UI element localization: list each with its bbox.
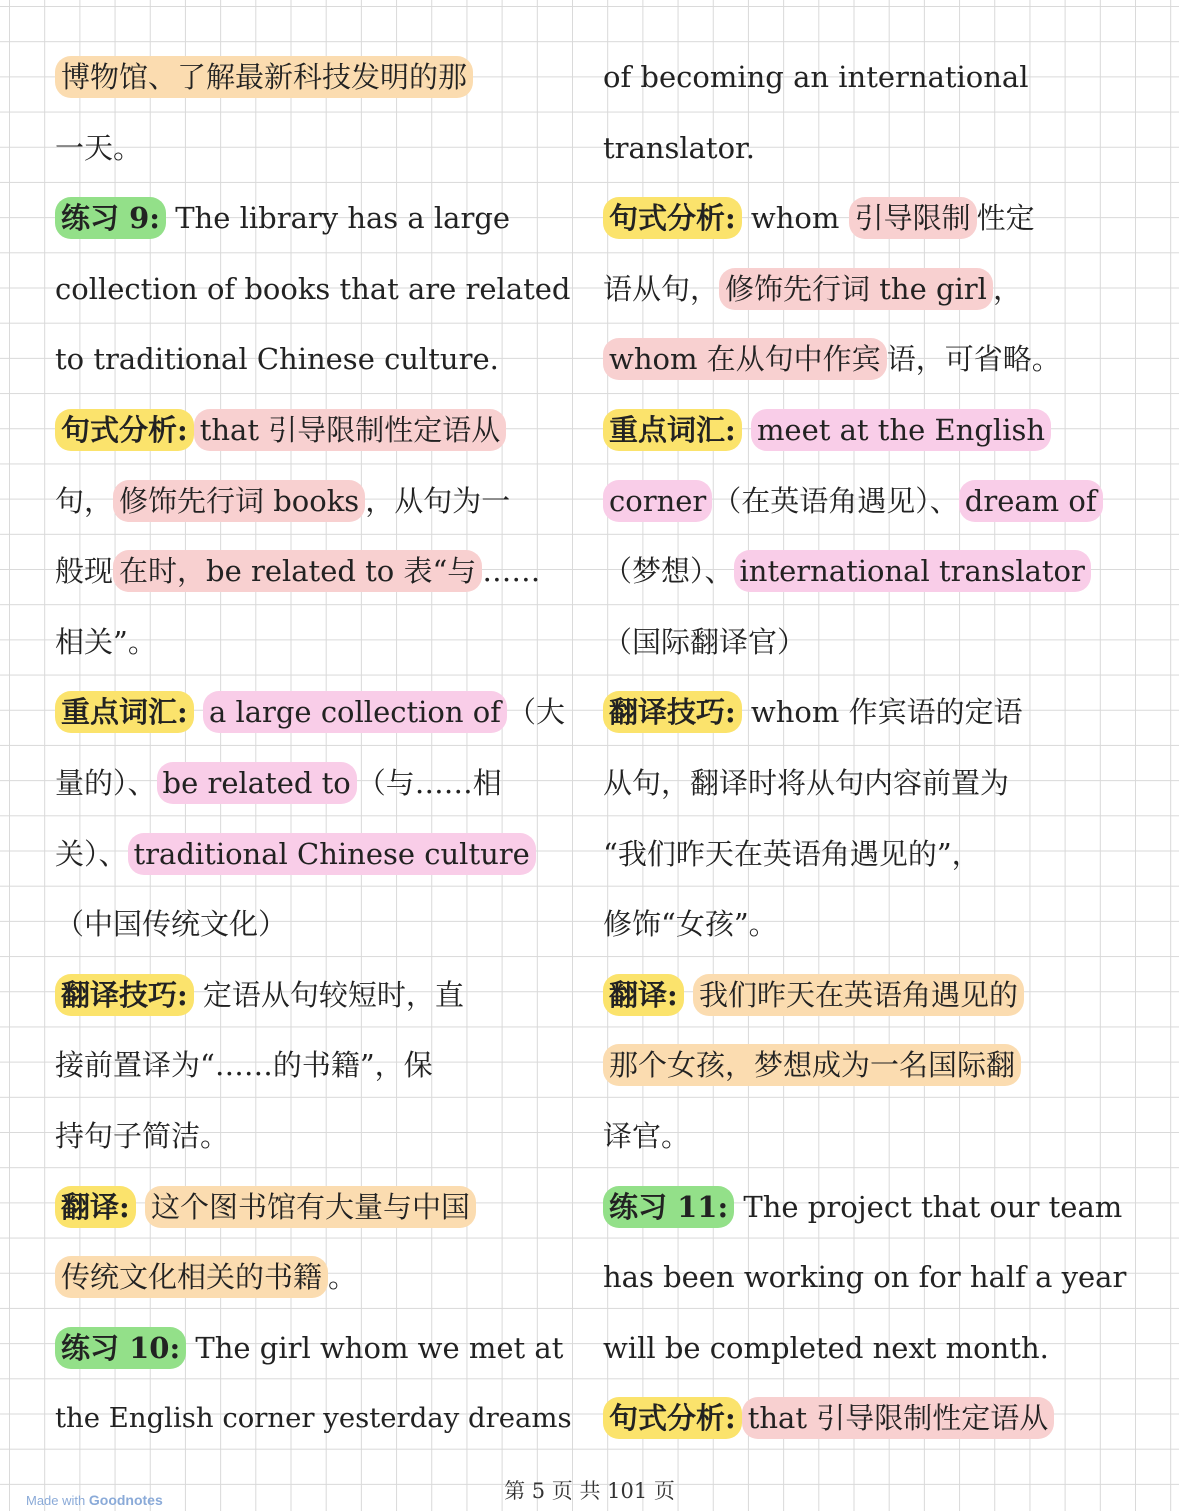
text-run: The library has a large — [165, 201, 511, 236]
text-run — [136, 1190, 145, 1224]
left-column — [55, 42, 575, 1454]
text-run: （与……相 — [356, 765, 502, 800]
text-run: 性定 — [976, 201, 1035, 236]
translation-line — [603, 960, 1133, 1031]
text-run: 相关”。 — [55, 624, 157, 659]
watermark-prefix: Made with — [26, 1493, 86, 1508]
analysis-label: 句式分析: — [603, 197, 742, 239]
text-line — [55, 536, 575, 607]
text-line — [55, 324, 575, 395]
text-run: …… — [482, 554, 541, 589]
text-line — [603, 1101, 1133, 1172]
text-line — [55, 1242, 575, 1313]
highlight-rose: 修饰先行词 the girl — [719, 268, 993, 310]
text-run: to traditional Chinese culture. — [55, 342, 499, 377]
translation-line — [55, 1172, 575, 1243]
text-run: “我们昨天在英语角遇见的”， — [603, 836, 981, 871]
text-line — [603, 324, 1133, 395]
exercise-9-line — [55, 183, 575, 254]
highlight-rose: that 引导限制性定语从 — [194, 409, 507, 451]
text-line — [603, 254, 1133, 325]
text-line — [603, 819, 1133, 890]
translation-tip-label: 翻译技巧: — [55, 974, 194, 1016]
text-line — [603, 607, 1133, 678]
analysis-label: 句式分析: — [603, 1397, 742, 1439]
text-run: 接前置译为“……的书籍”，保 — [55, 1048, 433, 1083]
text-run: 译官。 — [603, 1118, 691, 1153]
highlight-pink: dream of — [959, 480, 1103, 522]
text-run: 关）、 — [55, 836, 128, 871]
text-run: （国际翻译官） — [603, 624, 807, 659]
text-run: whom — [741, 201, 849, 236]
text-run: ， — [992, 271, 1022, 306]
highlight-rose: that 引导限制性定语从 — [742, 1397, 1055, 1439]
text-line — [55, 607, 575, 678]
highlight-rose: 在时，be related to 表“与 — [113, 550, 482, 592]
text-line — [55, 42, 575, 113]
text-line — [603, 536, 1133, 607]
exercise-11-line — [603, 1172, 1133, 1243]
key-vocab-line — [603, 395, 1133, 466]
text-run: 定语从句较短时，直 — [193, 977, 464, 1012]
exercise-label: 练习 10: — [55, 1327, 186, 1369]
highlight-orange: 这个图书馆有大量与中国 — [145, 1186, 476, 1228]
highlight-pink: meet at the English — [751, 409, 1051, 451]
text-line — [603, 466, 1133, 537]
text-run: translator. — [603, 130, 755, 165]
vocab-label: 重点词汇: — [603, 409, 742, 451]
highlight-pink: international translator — [734, 550, 1091, 592]
text-run: 。 — [328, 1260, 358, 1295]
text-line — [55, 819, 575, 890]
text-line — [55, 1383, 575, 1454]
text-line — [55, 466, 575, 537]
highlight-orange: 那个女孩，梦想成为一名国际翻 — [603, 1044, 1021, 1086]
text-line — [55, 1101, 575, 1172]
text-line — [55, 254, 575, 325]
text-run: has been working on for half a year — [603, 1260, 1127, 1295]
watermark-brand: Goodnotes — [88, 1492, 163, 1508]
text-run: （中国传统文化） — [55, 907, 288, 942]
highlight-pink: be related to — [157, 762, 357, 804]
text-line — [55, 1030, 575, 1101]
text-run: 修饰“女孩”。 — [603, 907, 778, 942]
right-column — [603, 42, 1133, 1454]
text-run: 句， — [55, 483, 114, 518]
translation-tip-line — [603, 677, 1133, 748]
text-line — [603, 113, 1133, 184]
highlight-rose: whom 在从句中作宾 — [603, 338, 887, 380]
text-run: The girl whom we met at — [186, 1330, 564, 1365]
vocab-label: 重点词汇: — [55, 691, 194, 733]
text-run: of becoming an international — [603, 60, 1029, 94]
text-line — [603, 889, 1133, 960]
exercise-label: 练习 11: — [603, 1186, 734, 1228]
text-line — [603, 42, 1133, 113]
text-run: will be completed next month. — [603, 1330, 1049, 1365]
translation-tip-label: 翻译技巧: — [603, 691, 742, 733]
text-run: ，从句为一 — [365, 483, 511, 518]
analysis-label: 句式分析: — [55, 409, 194, 451]
exercise-10-line — [55, 1313, 575, 1384]
page-number: 第 5 页 共 101 页 — [504, 1479, 675, 1503]
highlight-pink: a large collection of — [203, 691, 507, 733]
key-vocab-line — [55, 677, 575, 748]
text-run: 从句，翻译时将从句内容前置为 — [603, 765, 1010, 800]
highlight-orange: 我们昨天在英语角遇见的 — [693, 974, 1024, 1016]
highlight-rose: 引导限制 — [849, 197, 977, 239]
text-line — [55, 113, 575, 184]
text-run: the English corner yesterday dreams — [55, 1402, 572, 1435]
text-line — [603, 1030, 1133, 1101]
sentence-analysis-line — [603, 1383, 1133, 1454]
text-run: 般现 — [55, 554, 114, 589]
highlight-pink: corner — [603, 480, 712, 522]
goodnotes-watermark — [26, 1492, 163, 1508]
text-run — [684, 978, 693, 1012]
text-line — [603, 748, 1133, 819]
translation-tip-line — [55, 960, 575, 1031]
highlight-orange: 博物馆、了解最新科技发明的那 — [55, 56, 473, 98]
text-run: （梦想）、 — [603, 554, 734, 589]
text-run: The project that our team — [734, 1189, 1123, 1224]
translation-label: 翻译: — [603, 974, 684, 1016]
text-run: 量的）、 — [55, 765, 157, 800]
text-run: collection of books that are related — [55, 271, 571, 306]
text-run: 语，可省略。 — [886, 342, 1061, 377]
text-run: （大 — [506, 695, 565, 730]
text-run: whom 作宾语的定语 — [741, 695, 1023, 730]
text-line — [603, 1313, 1133, 1384]
sentence-analysis-line — [55, 395, 575, 466]
text-run — [194, 695, 203, 729]
exercise-label: 练习 9: — [55, 197, 166, 239]
text-run: （在英语角遇见）、 — [712, 483, 959, 518]
text-run — [742, 413, 751, 447]
sentence-analysis-line — [603, 183, 1133, 254]
highlight-orange: 传统文化相关的书籍 — [55, 1256, 328, 1298]
highlight-rose: 修饰先行词 books — [113, 480, 365, 522]
text-line — [55, 889, 575, 960]
text-line — [55, 748, 575, 819]
translation-label: 翻译: — [55, 1186, 136, 1228]
text-line — [603, 1242, 1133, 1313]
highlight-pink: traditional Chinese culture — [128, 833, 536, 875]
text-run: 持句子简洁。 — [55, 1118, 230, 1153]
text-run: 一天。 — [55, 130, 143, 165]
text-run: 语从句， — [603, 271, 720, 306]
